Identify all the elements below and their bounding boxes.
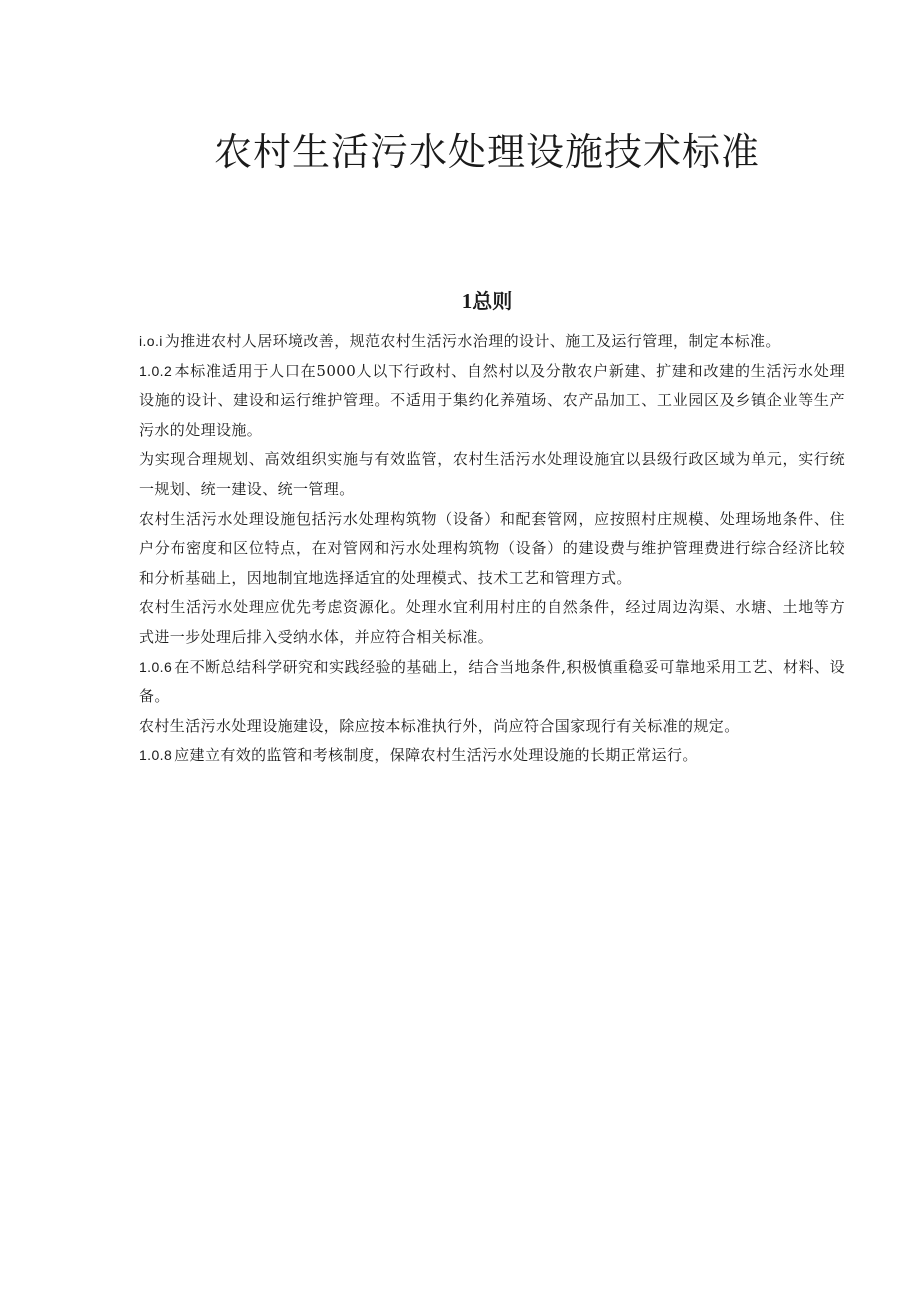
paragraph [139, 327, 845, 357]
paragraph-text: 为推进农村人居环境改善，规范农村生活污水治理的设计、施工及运行管理，制定本标准。 [164, 332, 781, 350]
paragraph-text: 应建立有效的监管和考核制度，保障农村生活污水处理设施的长期正常运行。 [174, 746, 698, 765]
section-number: 1 [461, 289, 473, 313]
clause-number: i.o.i [139, 333, 163, 349]
paragraph [139, 653, 845, 712]
paragraph-text: 农村生活污水处理应优先考虑资源化。处理水宜利用村庄的自然条件，经过周边沟渠、水塘、土地等方式进一步处理后排入受纳水体，并应符合相关标准。 [139, 598, 845, 646]
clause-number: 1.0.8 [139, 747, 173, 764]
paragraph-text: 农村生活污水处理设施建设，除应按本标准执行外，尚应符合国家现行有关标准的规定。 [139, 716, 740, 735]
paragraph [139, 505, 845, 594]
paragraph [139, 445, 845, 504]
body-text [139, 327, 845, 771]
document-title: 农村生活污水处理设施技术标准 [213, 130, 760, 174]
clause-number: 1.0.6 [139, 658, 173, 675]
paragraph-text: 本标准适用于人口在5000人以下行政村、自然村以及分散农户新建、扩建和改建的生活污水处理设施的设计、建设和运行维护管理。不适用于集约化养殖场、农产品加工、工业园区及乡镇企业等生产污水的处理设施。 [139, 361, 845, 439]
paragraph [139, 357, 845, 446]
clause-number: 1.0.2 [139, 362, 173, 379]
paragraph-text: 为实现合理规划、高效组织实施与有效监管，农村生活污水处理设施宜以县级行政区域为单元，实行统一规划、统一建设、统一管理。 [139, 450, 845, 498]
paragraph-text: 在不断总结科学研究和实践经验的基础上，结合当地条件,积极慎重稳妥可靠地采用工艺、材料、设备。 [139, 657, 845, 706]
paragraph [139, 712, 845, 742]
paragraph [139, 593, 845, 652]
section-heading [0, 286, 920, 316]
paragraph-text: 农村生活污水处理设施包括污水处理构筑物（设备）和配套管网，应按照村庄规模、处理场地条件、住户分布密度和区位特点，在对管网和污水处理构筑物（设备）的建设费与维护管理费进行综合经济比较和分析基础上，因地制宜地选择适宜的处理模式、技术工艺和管理方式。 [139, 509, 845, 587]
section-title: 总则 [472, 289, 513, 313]
paragraph [139, 741, 845, 771]
